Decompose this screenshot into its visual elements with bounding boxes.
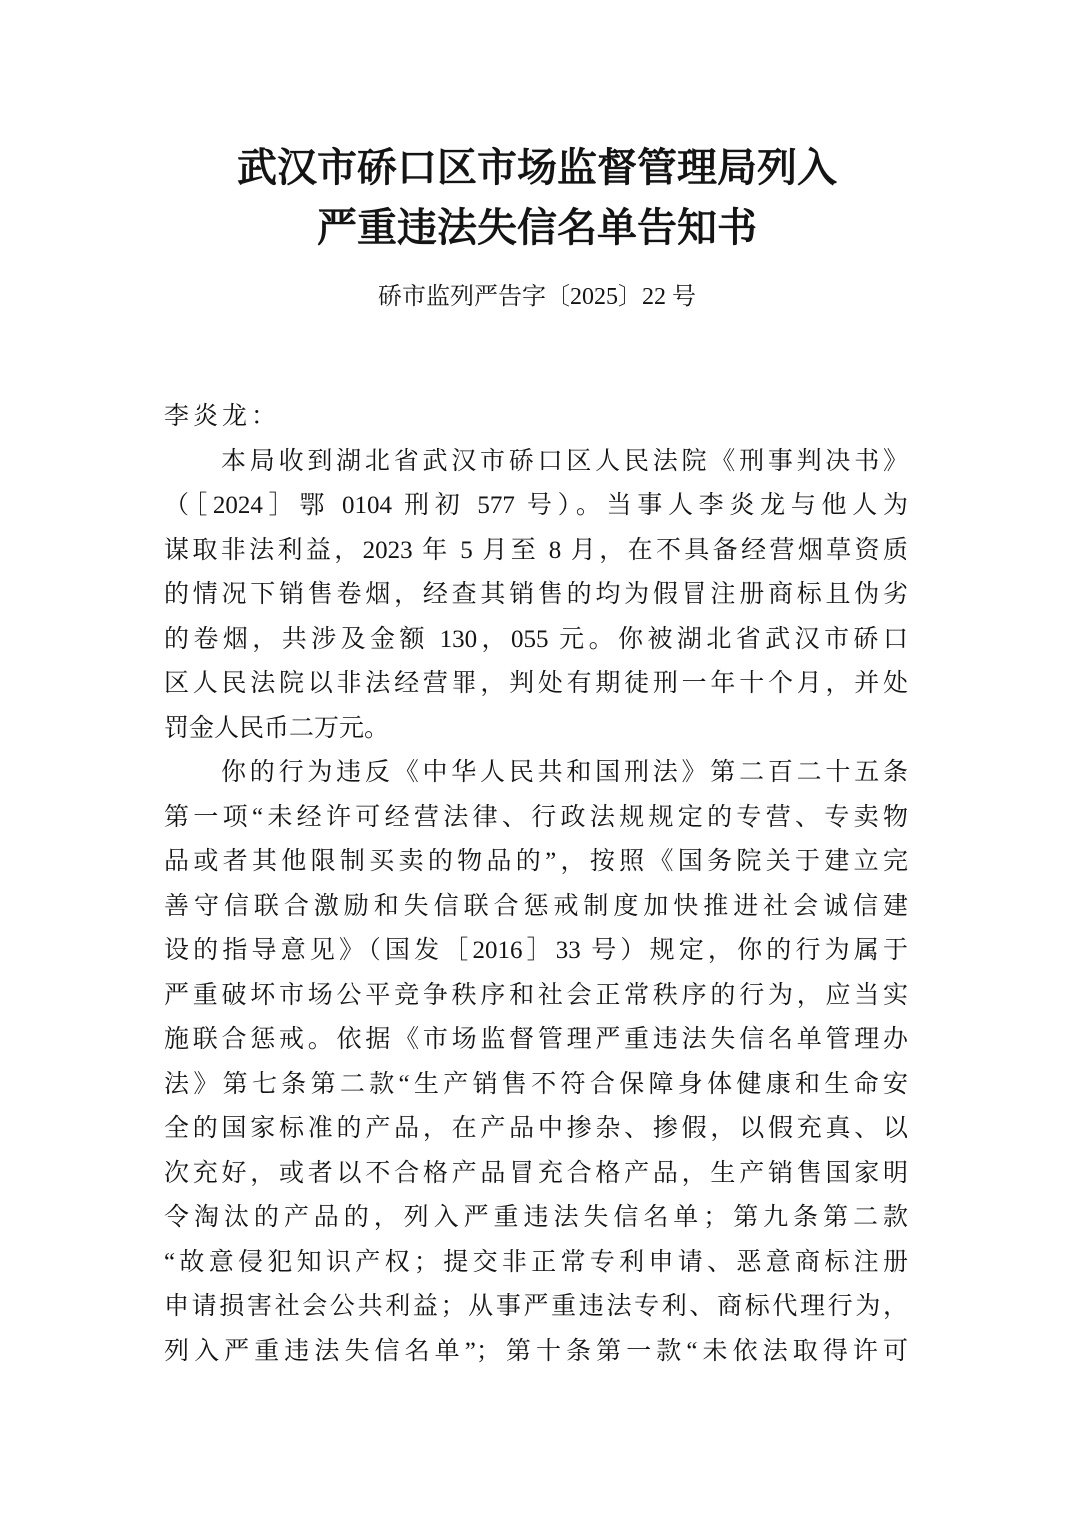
body-line: 你的行为违反《中华人民共和国刑法》第二百二十五条	[221, 759, 908, 786]
body-line: 令淘汰的产品的，列入严重违法失信名单；第九条第二款	[164, 1204, 908, 1231]
body-line: （［2024］鄂 0104 刑初 577 号）。当事人李炎龙与他人为	[164, 492, 908, 519]
document-title-line-1: 武汉市硚口区市场监督管理局列入	[237, 145, 837, 190]
body-line: 本局收到湖北省武汉市硚口区人民法院《刑事判决书》	[221, 447, 908, 475]
body-line: 的情况下销售卷烟，经查其销售的均为假冒注册商标且伪劣	[164, 581, 908, 608]
body-line: 第一项“未经许可经营法律、行政法规规定的专营、专卖物	[164, 803, 908, 831]
body-line: 谋取非法利益，2023 年 5 月至 8 月，在不具备经营烟草资质	[164, 536, 908, 564]
body-line: 施联合惩戒。依据《市场监督管理严重违法失信名单管理办	[164, 1026, 908, 1053]
body-line: 的卷烟，共涉及金额 130，055 元。你被湖北省武汉市硚口	[164, 625, 908, 653]
body-line: 品或者其他限制买卖的物品的”，按照《国务院关于建立完	[164, 848, 908, 875]
body-line: 严重破坏市场公平竞争秩序和社会正常秩序的行为，应当实	[164, 981, 908, 1009]
document-body	[164, 395, 908, 1374]
document-title-line-2: 严重违法失信名单告知书	[317, 205, 757, 250]
body-line: 列入严重违法失信名单”；第十条第一款“未依法取得许可	[164, 1337, 908, 1365]
body-line: 罚金人民币二万元。	[164, 714, 390, 742]
body-line: 法》第七条第二款“生产销售不符合保障身体健康和生命安	[164, 1070, 908, 1098]
document-title	[0, 0, 1074, 258]
body-line: 次充好，或者以不合格产品冒充合格产品，生产销售国家明	[164, 1159, 908, 1187]
body-line: 设的指导意见》（国发［2016］33 号）规定，你的行为属于	[164, 937, 908, 964]
body-line: 申请损害社会公共利益；从事严重违法专利、商标代理行为，	[164, 1293, 908, 1320]
body-line: 全的国家标准的产品，在产品中掺杂、掺假，以假充真、以	[164, 1115, 908, 1142]
salutation: 李炎龙：	[164, 403, 281, 430]
body-line: “故意侵犯知识产权；提交非正常专利申请、恶意商标注册	[164, 1248, 908, 1276]
body-line: 区人民法院以非法经营罪，判处有期徒刑一年十个月，并处	[164, 670, 908, 697]
body-line: 善守信联合激励和失信联合惩戒制度加快推进社会诚信建	[164, 892, 908, 920]
document-number: 硚市监列严告字〔2025〕22 号	[378, 284, 696, 310]
